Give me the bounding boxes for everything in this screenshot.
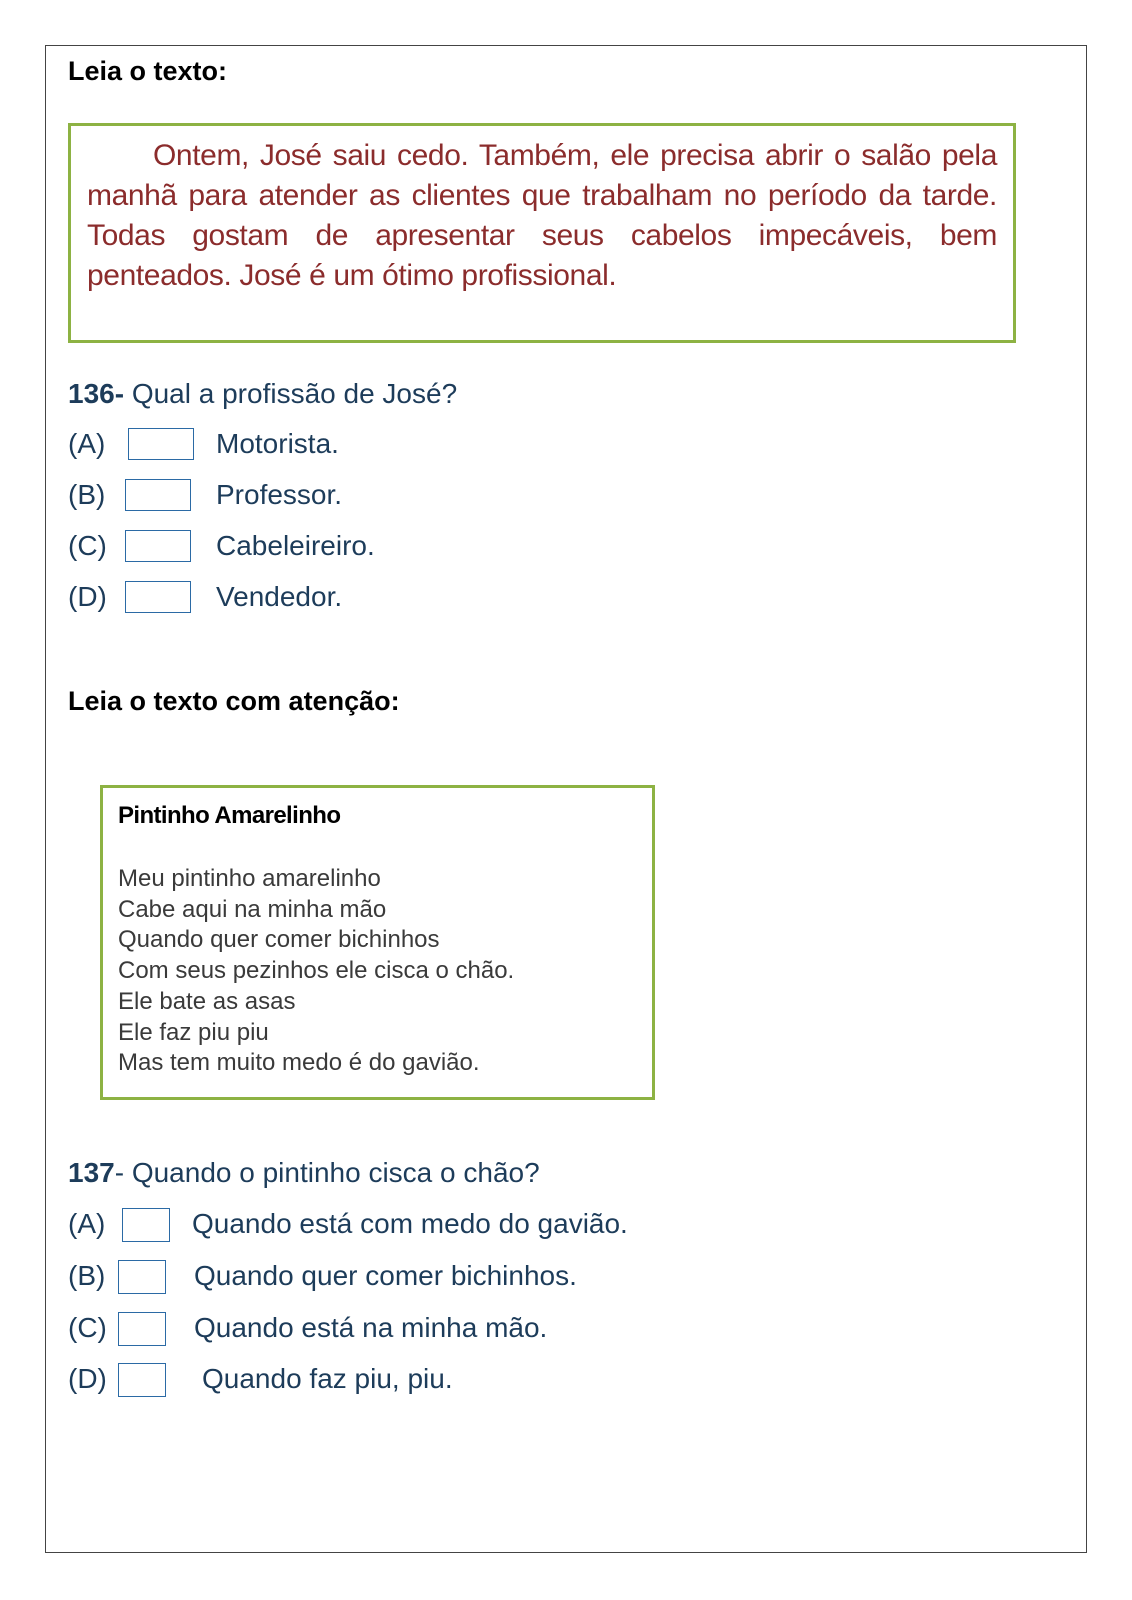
section1-heading: Leia o texto: (68, 56, 228, 86)
poem-line: Quando quer comer bichinhos (118, 926, 440, 954)
answer-checkbox[interactable] (118, 1363, 166, 1397)
option-text: Cabeleireiro. (216, 530, 375, 561)
question-137 (68, 1157, 540, 1189)
answer-checkbox[interactable] (125, 530, 191, 562)
answer-checkbox[interactable] (122, 1208, 170, 1242)
option-letter: (B) (68, 1260, 106, 1291)
option-letter: (A) (68, 1208, 106, 1239)
poem-line: Cabe aqui na minha mão (118, 895, 387, 923)
option-letter: (A) (68, 428, 106, 459)
option-letter: (C) (68, 530, 107, 561)
option-text: Motorista. (216, 428, 339, 459)
question-136 (68, 378, 457, 410)
option-letter: (B) (68, 479, 106, 510)
answer-checkbox[interactable] (118, 1260, 166, 1294)
answer-checkbox[interactable] (118, 1312, 166, 1346)
passage-text: Ontem, José saiu cedo. Também, ele precisa abrir o salão pela manhã para atender as clientes que trabalham no período da tarde. Todas gostam de apresentar seus cabelos impecáveis, bem penteados. José é um ótimo profissional. (87, 139, 997, 292)
passage-box (68, 123, 1016, 343)
question-136-number: 136- (68, 378, 125, 409)
poem-line: Meu pintinho amarelinho (118, 865, 381, 892)
poem-line: Ele faz piu piu (118, 1018, 269, 1046)
option-text: Quando faz piu, piu. (202, 1363, 453, 1394)
answer-checkbox[interactable] (125, 581, 191, 613)
option-letter: (D) (68, 1363, 107, 1394)
answer-checkbox[interactable] (125, 479, 191, 511)
answer-checkbox[interactable] (128, 428, 194, 460)
option-text: Quando quer comer bichinhos. (194, 1260, 577, 1291)
option-text: Quando está com medo do gavião. (192, 1208, 628, 1239)
section2-heading: Leia o texto com atenção: (68, 686, 400, 716)
poem-box (100, 785, 655, 1100)
question-137-number: 137 (68, 1157, 115, 1188)
question-136-text: Qual a profissão de José? (124, 378, 458, 409)
question-137-text: - Quando o pintinho cisca o chão? (114, 1157, 540, 1188)
poem-title: Pintinho Amarelinho (118, 802, 341, 829)
option-text: Vendedor. (216, 581, 343, 612)
poem-line: Com seus pezinhos ele cisca o chão. (118, 957, 515, 985)
poem-line: Ele bate as asas (118, 987, 296, 1015)
poem-line: Mas tem muito medo é do gavião. (118, 1049, 480, 1077)
option-text: Professor. (216, 479, 343, 510)
option-letter: (D) (68, 581, 107, 612)
option-text: Quando está na minha mão. (194, 1312, 548, 1343)
option-letter: (C) (68, 1312, 107, 1343)
